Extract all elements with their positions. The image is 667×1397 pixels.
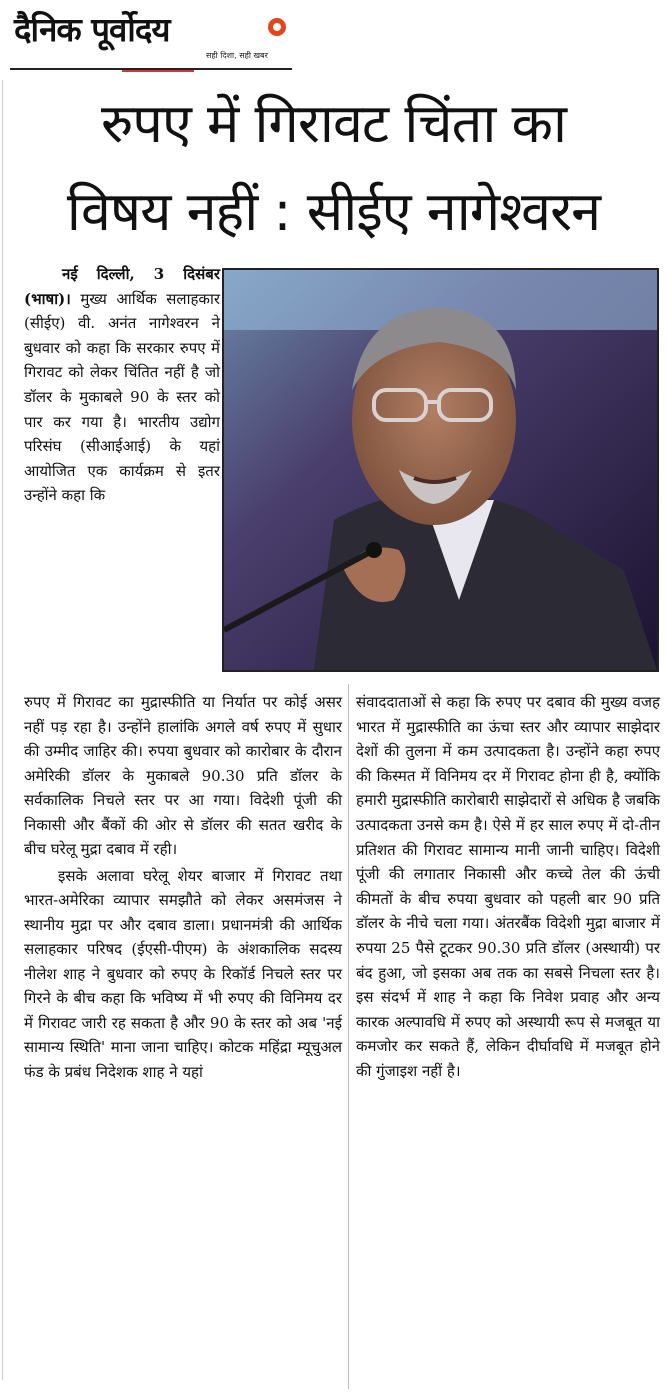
- page-edge-line: [2, 80, 3, 1380]
- article-column-right: [356, 690, 660, 1084]
- article-lead-text: मुख्य आर्थिक सलाहकार (सीईए) वी. अनंत नागेश्वरन ने बुधवार को कहा कि सरकार रुपए में गिरावट को लेकर चिंतित नहीं है जो डॉलर के मुकाबले 90 के स्तर को पार कर गया है। भारतीय उद्योग परिसंघ (सीआईआई) के यहां आयोजित एक कार्यक्रम से इतर उन्होंने कहा कि: [24, 289, 220, 505]
- masthead-tagline: सही दिशा, सही खबर: [206, 51, 268, 60]
- masthead-brand: दैनिक पूर्वोदय: [14, 10, 170, 49]
- masthead-rule-accent: [122, 70, 194, 72]
- headline-line-1: रुपए में गिरावट चिंता का: [101, 92, 566, 155]
- article-paragraph: रुपए में गिरावट का मुद्रास्फीति या निर्यात पर कोई असर नहीं पड़ रहा है। उन्होंने हालांकि अगले वर्ष रुपए में सुधार की उम्मीद जाहिर की। रुपया बुधवार को कारोबार के दौरान अमेरिकी डॉलर के मुकाबले 90.30 प्रति डॉलर के सर्वकालिक निचले स्तर पर आ गया। विदेशी पूंजी की निकासी और बैंकों की ओर से डॉलर की सतत खरीद के बीच घरेलू मुद्रा दबाव में रही।: [24, 693, 342, 858]
- article-headline: [0, 80, 667, 256]
- headline-line-2: विषय नहीं : सीईए नागेश्वरन: [66, 180, 601, 243]
- brand-logo-dot: [268, 18, 286, 36]
- article-dateline: नई दिल्ली, 3 दिसंबर (भाषा)।: [24, 265, 220, 308]
- article-photo: [222, 268, 659, 672]
- article-column-left: [24, 690, 342, 1084]
- article-paragraph: इसके अलावा घरेलू शेयर बाजार में गिरावट तथा भारत-अमेरिका व्यापार समझौते को लेकर असमंजस ने स्थानीय मुद्रा पर और दबाव डाला। प्रधानमंत्री की आर्थिक सलाहकार परिषद (ईएसी-पीएम) के अंशकालिक सदस्य नीलेश शाह ने बुधवार को रुपए के रिकॉर्ड निचले स्तर पर गिरने के बीच कहा कि भविष्य में भी रुपए की विनिमय दर में गिरावट जारी रह सकता है और 90 के स्तर को अब 'नई सामान्य स्थिति' माना जाना चाहिए। कोटक महिंद्रा म्यूचुअल फंड के प्रबंध निदेशक शाह ने यहां: [24, 866, 342, 1081]
- article-paragraph: संवाददाताओं से कहा कि रुपए पर दबाव की मुख्य वजह भारत में मुद्रास्फीति का ऊंचा स्तर और व्यापार साझेदार देशों की तुलना में कम उत्पादकता है। उन्होंने कहा रुपए की किस्मत में विनिमय दर में गिरावट होना ही है, क्योंकि हमारी मुद्रास्फीति कारोबारी साझेदारों से अधिक है जबकि उत्पादकता उनसे कम है। ऐसे में हर साल रुपए में दो-तीन प्रतिशत की गिरावट सामान्य मानी जानी चाहिए। विदेशी पूंजी की लगातार निकासी और कच्चे तेल की ऊंची कीमतों के बीच रुपया बुधवार को पहली बार 90 प्रति डॉलर के नीचे चला गया। अंतरबैंक विदेशी मुद्रा बाजार में रुपया 25 पैसे टूटकर 90.30 प्रति डॉलर (अस्थायी) पर बंद हुआ, जो इसका अब तक का सबसे निचला स्तर है। इस संदर्भ में शाह ने कहा कि निवेश प्रवाह और अन्य कारक अल्पावधि में रुपए को अस्थायी रूप से मजबूत या कमजोर कर सकते हैं, लेकिन दीर्घावधि में मजबूत होने की गुंजाइश नहीं है।: [356, 693, 660, 1080]
- column-divider: [348, 684, 349, 1389]
- masthead: [10, 6, 292, 72]
- article-lead: [24, 262, 220, 508]
- speaker-photo-illustration: [224, 270, 657, 670]
